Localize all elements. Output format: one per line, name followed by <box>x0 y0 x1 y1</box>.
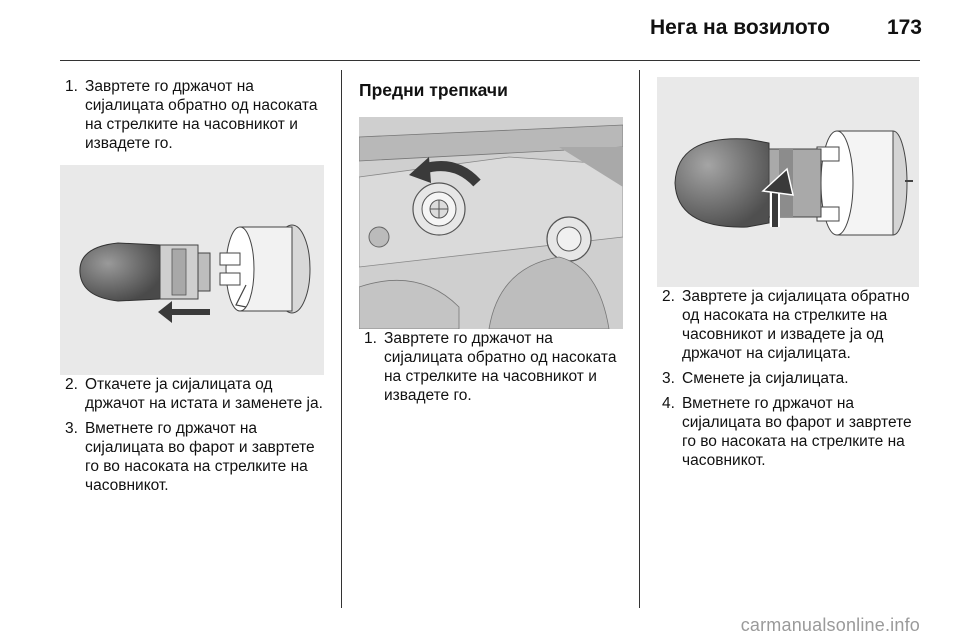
bulb-rotate-illustration <box>657 77 919 287</box>
step-item <box>60 375 328 413</box>
step-item <box>657 369 922 388</box>
steps-list-bottom <box>60 375 328 495</box>
section-heading: Предни трепкачи <box>359 80 508 100</box>
step-item <box>60 419 328 495</box>
step-number: 1. <box>364 330 377 347</box>
step-number: 2. <box>662 288 675 305</box>
bulb-rotate-svg <box>657 77 919 287</box>
steps-list-top <box>60 77 328 153</box>
header-rule <box>60 60 920 61</box>
headlamp-rotate-illustration <box>359 117 623 329</box>
steps-list <box>359 329 625 405</box>
column-divider-1 <box>341 70 342 608</box>
step-text: Вметнете го држачот на сијалицата во фарот и завртете го во насоката на стрелките на часовникот. <box>682 395 912 469</box>
page-number: 173 <box>886 16 922 39</box>
step-number: 2. <box>65 376 78 393</box>
watermark: carmanualsonline.info <box>740 615 920 635</box>
steps-list <box>657 287 922 470</box>
step-text: Вметнете го држачот на сијалицата во фарот и завртете го во насоката на стрелките на часовникот. <box>85 420 315 494</box>
step-number: 3. <box>65 420 78 437</box>
step-item <box>657 394 922 470</box>
column-3 <box>657 77 922 476</box>
column-divider-2 <box>639 70 640 608</box>
step-text: Завртете го држачот на сијалицата обратно од насоката на стрелките на часовникот и извадете го. <box>384 330 617 404</box>
step-text: Завртете го држачот на сијалицата обратно од насоката на стрелките на часовникот и извадете го. <box>85 78 318 152</box>
step-item <box>359 329 625 405</box>
column-1 <box>60 77 328 501</box>
step-text: Завртете ја сијалицата обратно од насоката на стрелките на часовникот и извадете ја од држачот на сијалицата. <box>682 288 910 362</box>
bulb-removal-svg <box>60 165 324 375</box>
step-number: 1. <box>65 78 78 95</box>
bulb-removal-illustration <box>60 165 324 375</box>
step-number: 4. <box>662 395 675 412</box>
step-number: 3. <box>662 370 675 387</box>
step-text: Откачете ја сијалицата од држачот на истата и заменете ја. <box>85 376 323 412</box>
header-title: Нега на возилото <box>649 16 830 39</box>
column-2 <box>359 77 625 411</box>
step-item <box>60 77 328 153</box>
step-item <box>657 287 922 363</box>
step-text: Сменете ја сијалицата. <box>682 370 849 387</box>
headlamp-rotate-svg <box>359 117 623 329</box>
